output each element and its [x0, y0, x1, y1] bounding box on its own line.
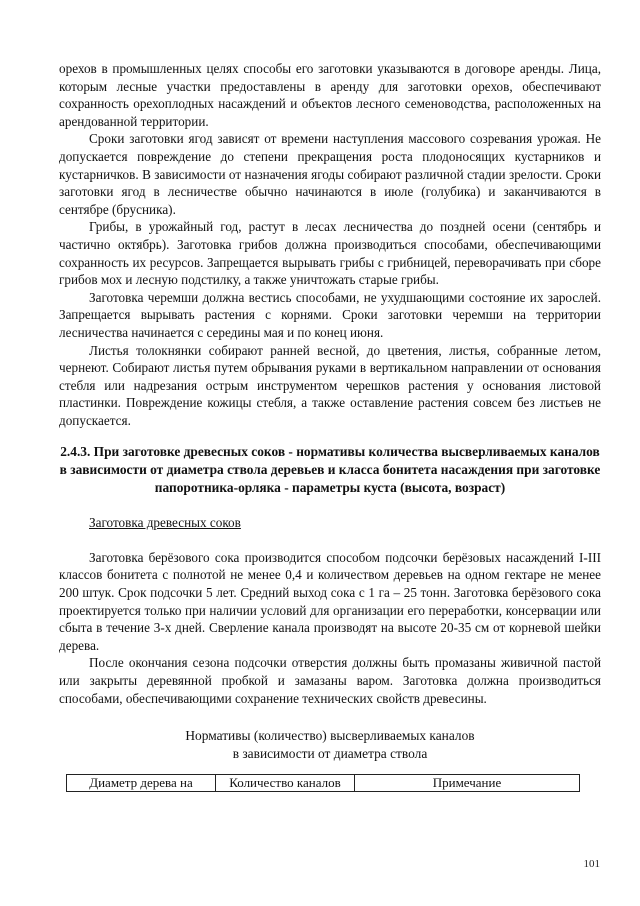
- paragraph-birch-sap: Заготовка берёзового сока производится способом подсочки берёзовых насаждений I-III классов бонитета с полнотой не менее 0,4 и количеством деревьев на одном гектаре не менее 200 штук. Срок подсочки 5 лет. Средний выход сока с 1 га – 25 тонн. Заготовка берёзового сока проектируется только при наличии условий для организации его переработки, консервации или сбыта в течение 3-х дней. Сверление канала производят на высоте 20-35 см от корневой шейки дерева.: [59, 549, 601, 653]
- spacer: [59, 532, 601, 549]
- paragraph-wild-garlic: Заготовка черемши должна вестись способами, не ухудшающими состояние их зарослей. Запрещается вырывать растения с корнями. Сроки заготовки черемши на территории лесничества начинается с середины мая и по конец июня.: [59, 289, 601, 340]
- header-note: Примечание: [355, 775, 580, 792]
- paragraph-after-season: После окончания сезона подсочки отверстия должны быть промазаны живичной пастой или закрыты деревянной пробкой и замазаны варом. Заготовка должна производиться способами, обеспечивающими сохранение технических свойств древесины.: [59, 655, 601, 706]
- paragraph-nuts: орехов в промышленных целях способы его заготовки указываются в договоре аренды. Лица, которым лесные участки предоставлены в аренду для заготовки орехов, обеспечивают сохранность орехоплодных насаждений и объектов лесного семеноводства, расположенных на арендованной территории.: [59, 61, 601, 129]
- page-number: 101: [583, 858, 600, 870]
- table-caption-line2: в зависимости от диаметра ствола: [232, 745, 428, 761]
- header-diameter: Диаметр дерева на: [67, 775, 216, 792]
- table-header-row: [67, 775, 580, 792]
- section-heading: 2.4.3. При заготовке древесных соков - нормативы количества высверливаемых каналов в зависимости от диаметра ствола деревьев и класса бонитета насаждения при заготовке папоротника-орляка - параметры куста (высота, возраст): [59, 444, 601, 495]
- paragraph-bearberry: Листья толокнянки собирают ранней весной, до цветения, листья, собранные летом, чернеют. Собирают листья путем обрывания руками в вертикальном направлении от основания стебля или надрезания острым инструментом черешков растения у основания листовой пластинки. Повреждение кожицы стебля, а также оставление растения совсем без листьев не допускается.: [59, 342, 601, 428]
- channels-table: [66, 774, 580, 792]
- paragraph-mushrooms: Грибы, в урожайный год, растут в лесах лесничества до поздней осени (сентябрь и частично октябрь). Заготовка грибов должна производиться способами, обеспечивающими сохранность их ресурсов. Запрещается вырывать грибы с грибницей, переворачивать при сборе грибов мох и лесную подстилку, а также уничтожать старые грибы.: [59, 219, 601, 288]
- header-channels: Количество каналов: [216, 775, 355, 792]
- table-caption-line1: Нормативы (количество) высверливаемых каналов: [185, 728, 475, 744]
- paragraph-berries: Сроки заготовки ягод зависят от времени наступления массового созревания урожая. Не допускается повреждение до степени прекращения роста плодоносящих кустарников и кустарничков. В зависимости от назначения ягоды собирают различной стадии зрелости. Сроки заготовки ягод в лесничестве обычно начинаются в июле (голубика) и заканчиваются в сентябре (брусника).: [59, 131, 601, 217]
- table-caption: [59, 727, 601, 762]
- subheading-tree-sap: Заготовка древесных соков: [89, 515, 241, 531]
- page-content: [59, 60, 601, 792]
